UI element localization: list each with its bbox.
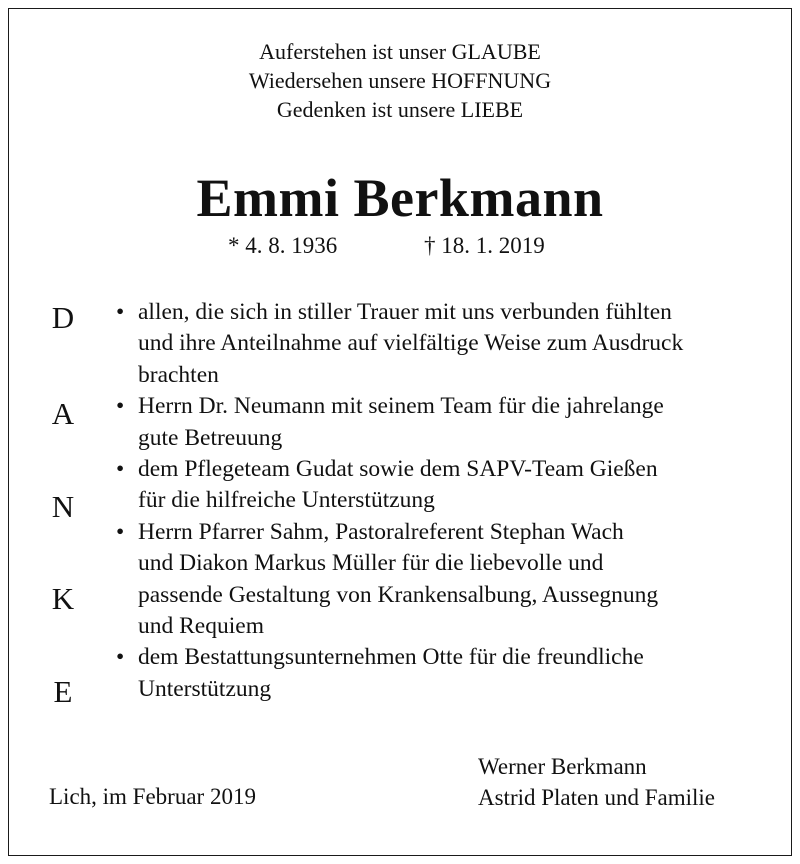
bullet-icon: • bbox=[116, 299, 125, 325]
motto bbox=[0, 37, 800, 124]
thanks-item bbox=[116, 297, 776, 391]
birth-date: * 4. 8. 1936 bbox=[228, 233, 338, 258]
bullet-icon: • bbox=[116, 518, 125, 545]
thanks-item-line: Unterstützung bbox=[138, 675, 272, 702]
thanks-item-line: und Requiem bbox=[138, 613, 264, 640]
danke-letter-a: A bbox=[51, 396, 75, 431]
thanks-item-line: und Diakon Markus Müller für die liebevolle und bbox=[138, 550, 604, 577]
thanks-item-line: brachten bbox=[138, 361, 219, 388]
thanks-item bbox=[116, 454, 776, 517]
bullet-icon: • bbox=[116, 393, 125, 420]
signers bbox=[478, 751, 715, 813]
thanks-item-line: gute Betreuung bbox=[138, 424, 283, 451]
thanks-list bbox=[116, 297, 776, 705]
thanks-item-line: und ihre Anteilnahme auf vielfältige Weise zum Ausdruck bbox=[138, 330, 684, 357]
danke-letter-e: E bbox=[53, 674, 73, 709]
thanks-item bbox=[116, 517, 776, 643]
thanks-item-line: dem Pflegeteam Gudat sowie dem SAPV-Team Gießen bbox=[138, 456, 658, 483]
thanks-item-line: für die hilfreiche Unterstützung bbox=[138, 487, 435, 514]
motto-line-3: Gedenken ist unsere LIEBE bbox=[276, 97, 524, 122]
thanks-item-line: dem Bestattungsunternehmen Otte für die freundliche bbox=[138, 644, 644, 671]
signer-name: Astrid Platen und Familie bbox=[478, 785, 716, 810]
motto-line-2: Wiedersehen unsere HOFFNUNG bbox=[248, 68, 552, 93]
death-date: † 18. 1. 2019 bbox=[424, 233, 545, 258]
place-date: Lich, im Februar 2019 bbox=[49, 784, 256, 809]
signer-name: Werner Berkmann bbox=[478, 754, 647, 779]
thanks-item-line: Herrn Dr. Neumann mit seinem Team für die jahrelange bbox=[138, 393, 664, 420]
danke-letter-d: D bbox=[51, 300, 75, 335]
bullet-icon: • bbox=[116, 644, 125, 671]
deceased-name: Emmi Berkmann bbox=[196, 168, 604, 228]
thanks-item-line: allen, die sich in stiller Trauer mit uns verbunden fühlten bbox=[138, 299, 672, 325]
thanks-item-line: passende Gestaltung von Krankensalbung, Aussegnung bbox=[138, 581, 659, 608]
motto-line-1: Auferstehen ist unser GLAUBE bbox=[259, 39, 541, 64]
danke-letter-k: K bbox=[51, 581, 75, 616]
danke-letter-n: N bbox=[51, 489, 75, 524]
bullet-icon: • bbox=[116, 456, 125, 483]
thanks-item-line: Herrn Pfarrer Sahm, Pastoralreferent Stephan Wach bbox=[138, 518, 624, 545]
thanks-item bbox=[116, 391, 776, 454]
thanks-item bbox=[116, 642, 776, 705]
